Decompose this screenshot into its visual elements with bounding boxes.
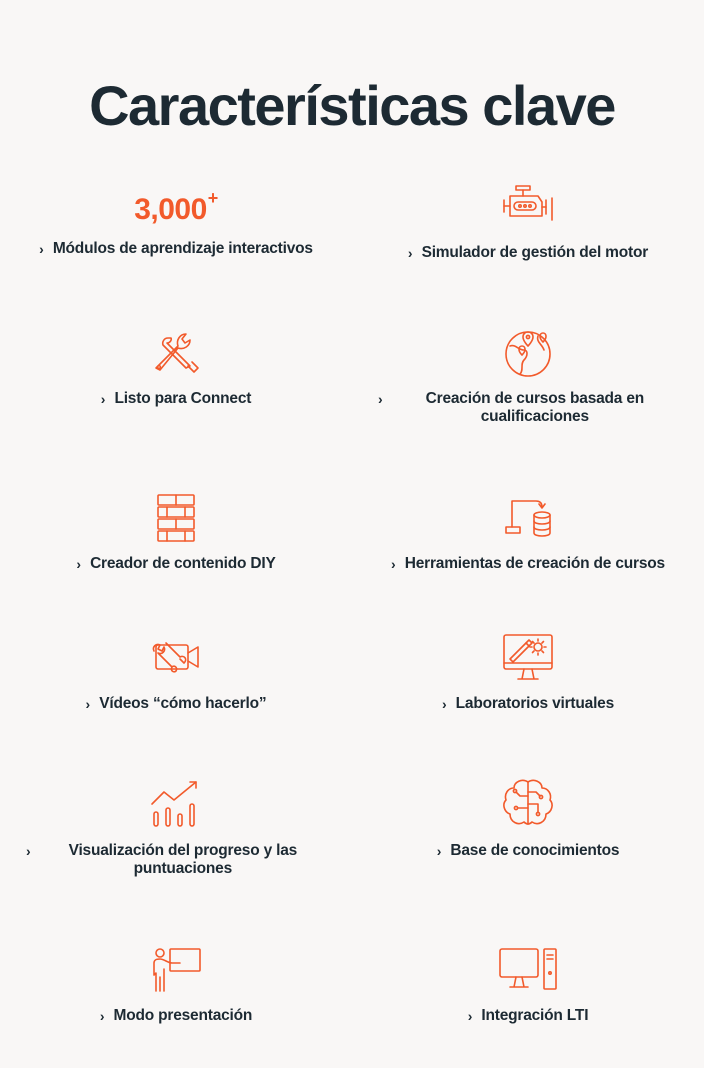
feature-lti-integration <box>352 941 704 1025</box>
feature-label: Modo presentación <box>113 1007 253 1024</box>
chevron-right-icon: › <box>441 696 447 712</box>
chevron-right-icon: › <box>99 1008 105 1024</box>
feature-link[interactable] <box>391 555 665 573</box>
feature-link[interactable] <box>437 842 620 860</box>
stat-suffix: + <box>207 188 218 208</box>
feature-label: Módulos de aprendizaje interactivos <box>52 240 313 257</box>
engine-icon <box>496 178 560 234</box>
feature-link[interactable] <box>86 695 267 713</box>
feature-link[interactable] <box>39 240 313 258</box>
feature-engine-simulator <box>352 178 704 262</box>
feature-qualification-courses <box>352 324 704 426</box>
feature-link[interactable] <box>100 1007 252 1025</box>
chevron-right-icon: › <box>407 245 413 261</box>
feature-link[interactable] <box>442 695 614 713</box>
feature-link[interactable] <box>408 244 648 262</box>
page-title: Características clave <box>89 74 615 137</box>
feature-interactive-modules <box>0 186 352 258</box>
stat-counter <box>134 186 218 226</box>
feature-course-tools <box>352 489 704 573</box>
chevron-right-icon: › <box>39 241 44 257</box>
feature-howto-videos <box>0 629 352 713</box>
chart-trend-icon <box>146 776 206 832</box>
feature-label: Herramientas de creación de cursos <box>404 555 665 572</box>
feature-presentation-mode <box>0 941 352 1025</box>
wrench-camera-icon <box>146 629 206 685</box>
feature-link[interactable] <box>378 390 678 426</box>
feature-label: Laboratorios virtuales <box>455 695 615 712</box>
feature-label: Listo para Connect <box>114 390 252 407</box>
globe-pins-icon <box>498 324 558 380</box>
chevron-right-icon: › <box>391 556 396 572</box>
feature-label: Integración LTI <box>481 1007 589 1024</box>
feature-progress-visualization <box>0 776 352 878</box>
chevron-right-icon: › <box>467 1008 473 1024</box>
database-flow-icon <box>498 489 558 545</box>
chevron-right-icon: › <box>76 556 82 572</box>
feature-label: Visualización del progreso y las puntuaciones <box>68 842 298 877</box>
chevron-right-icon: › <box>26 843 31 859</box>
wrenches-icon <box>146 324 206 380</box>
feature-link[interactable] <box>101 390 251 408</box>
chevron-right-icon: › <box>436 843 442 859</box>
chevron-right-icon: › <box>100 391 106 407</box>
feature-link[interactable] <box>76 555 275 573</box>
stat-value: 3,000+ <box>134 188 218 226</box>
feature-link[interactable] <box>26 842 326 878</box>
feature-label: Vídeos “cómo hacerlo” <box>99 695 267 712</box>
feature-label: Simulador de gestión del motor <box>421 244 649 261</box>
presenter-icon <box>146 941 206 997</box>
feature-knowledge-base <box>352 776 704 860</box>
desktop-tower-icon <box>494 941 562 997</box>
feature-label: Creación de cursos basada en cualificaciones <box>425 390 645 425</box>
feature-diy-content <box>0 489 352 573</box>
feature-label: Creador de contenido DIY <box>90 555 276 572</box>
chevron-right-icon: › <box>378 391 383 407</box>
feature-label: Base de conocimientos <box>450 842 620 859</box>
chevron-right-icon: › <box>85 696 91 712</box>
feature-virtual-labs <box>352 629 704 713</box>
feature-connect-ready <box>0 324 352 408</box>
bricks-icon <box>152 489 200 545</box>
monitor-gear-icon <box>498 629 558 685</box>
feature-link[interactable] <box>468 1007 589 1025</box>
brain-icon <box>498 776 558 832</box>
